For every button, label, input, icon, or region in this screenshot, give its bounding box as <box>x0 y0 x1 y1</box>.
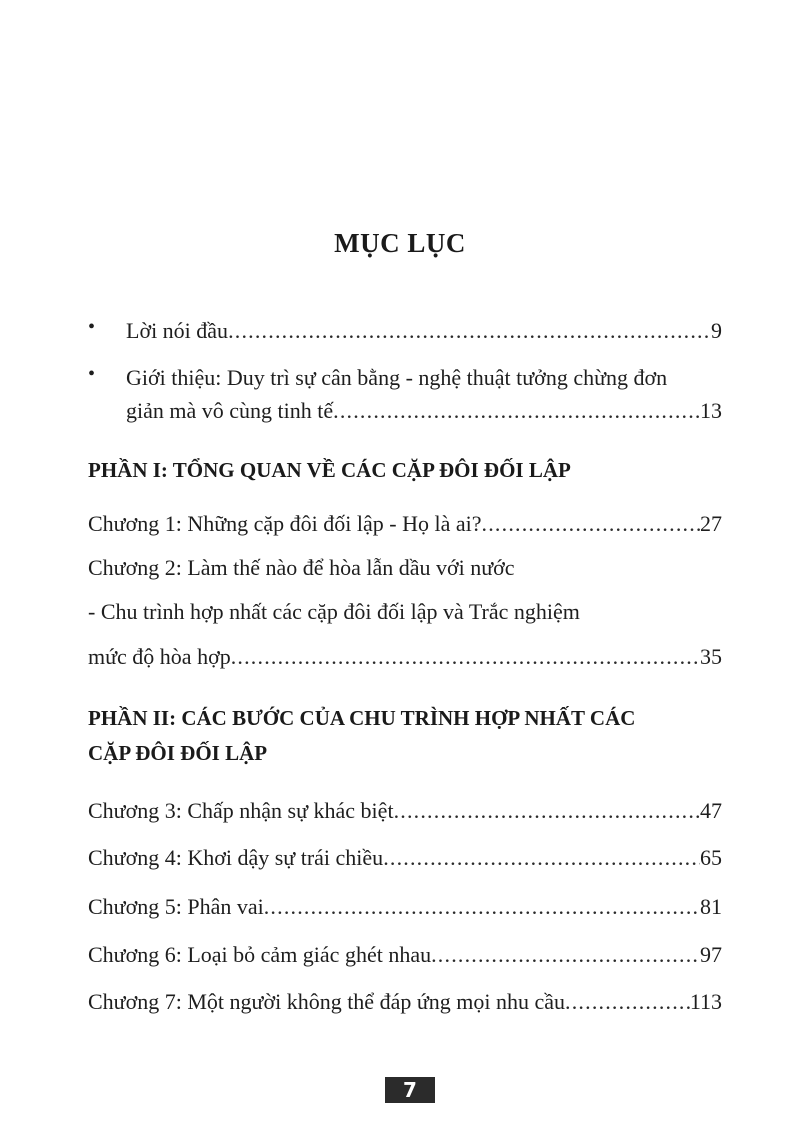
toc-entry-chapter-6[interactable] <box>88 940 722 970</box>
toc-entry-label: Chương 7: Một người không thể đáp ứng mọi nhu cầu <box>88 989 566 1014</box>
part-heading-1: PHẦN I: TỔNG QUAN VỀ CÁC CẶP ĐÔI ĐỐI LẬP <box>88 458 571 482</box>
dot-leader <box>383 843 700 873</box>
toc-entry-label: Giới thiệu: Duy trì sự cân bằng - nghệ thuật tưởng chừng đơn <box>126 365 668 390</box>
toc-entry-chapter-4[interactable] <box>88 843 722 873</box>
dot-leader <box>394 796 700 826</box>
toc-entry-page: 97 <box>700 942 722 967</box>
toc-entry-page: 81 <box>700 894 722 919</box>
toc-entry-chapter-2-line3[interactable] <box>88 642 722 672</box>
dot-leader <box>264 892 700 922</box>
part-heading-2-line1: PHẦN II: CÁC BƯỚC CỦA CHU TRÌNH HỢP NHẤT CÁC <box>88 706 636 730</box>
toc-entry-foreword[interactable] <box>126 316 722 346</box>
toc-entry-page: 13 <box>700 398 722 423</box>
toc-entry-label: Lời nói đầu <box>126 318 229 343</box>
toc-entry-page: 27 <box>700 511 722 536</box>
toc-entry-page: 113 <box>689 989 722 1014</box>
toc-entry-chapter-7[interactable] <box>88 987 722 1017</box>
toc-entry-chapter-5[interactable] <box>88 892 722 922</box>
dot-leader <box>565 987 690 1017</box>
dot-leader <box>231 642 700 672</box>
part-heading-2-line2: CẶP ĐÔI ĐỐI LẬP <box>88 741 268 765</box>
toc-entry-label: Chương 2: Làm thế nào để hòa lẫn dầu với nước <box>88 555 515 580</box>
toc-entry-chapter-2-line2[interactable] <box>88 597 722 627</box>
toc-entry-label: - Chu trình hợp nhất các cặp đôi đối lập và Trắc nghiệm <box>88 599 580 624</box>
dot-leader <box>333 396 700 426</box>
toc-entry-introduction-line2[interactable] <box>126 396 722 426</box>
toc-entry-label: Chương 6: Loại bỏ cảm giác ghét nhau <box>88 942 432 967</box>
toc-entry-label: Chương 4: Khơi dậy sự trái chiều <box>88 845 384 870</box>
toc-entry-label: mức độ hòa hợp <box>88 644 231 669</box>
toc-entry-label: giản mà vô cùng tinh tế <box>126 398 334 423</box>
dot-leader <box>482 509 700 539</box>
bullet-icon: • <box>88 316 96 338</box>
toc-entry-label: Chương 3: Chấp nhận sự khác biệt <box>88 798 394 823</box>
page-title: MỤC LỤC <box>334 228 466 258</box>
toc-entry-introduction-line1[interactable] <box>126 363 722 393</box>
bullet-icon: • <box>88 363 96 385</box>
toc-entry-page: 47 <box>700 798 722 823</box>
toc-entry-chapter-3[interactable] <box>88 796 722 826</box>
dot-leader <box>228 316 711 346</box>
toc-entry-page: 65 <box>700 845 722 870</box>
toc-entry-label: Chương 1: Những cặp đôi đối lập - Họ là ai? <box>88 511 482 536</box>
page-number-badge: 7 <box>385 1077 435 1103</box>
toc-entry-chapter-2-line1[interactable] <box>88 553 722 583</box>
toc-entry-page: 35 <box>700 644 722 669</box>
toc-entry-chapter-1[interactable] <box>88 509 722 539</box>
toc-entry-page: 9 <box>711 318 722 343</box>
dot-leader <box>431 940 700 970</box>
toc-entry-label: Chương 5: Phân vai <box>88 894 264 919</box>
